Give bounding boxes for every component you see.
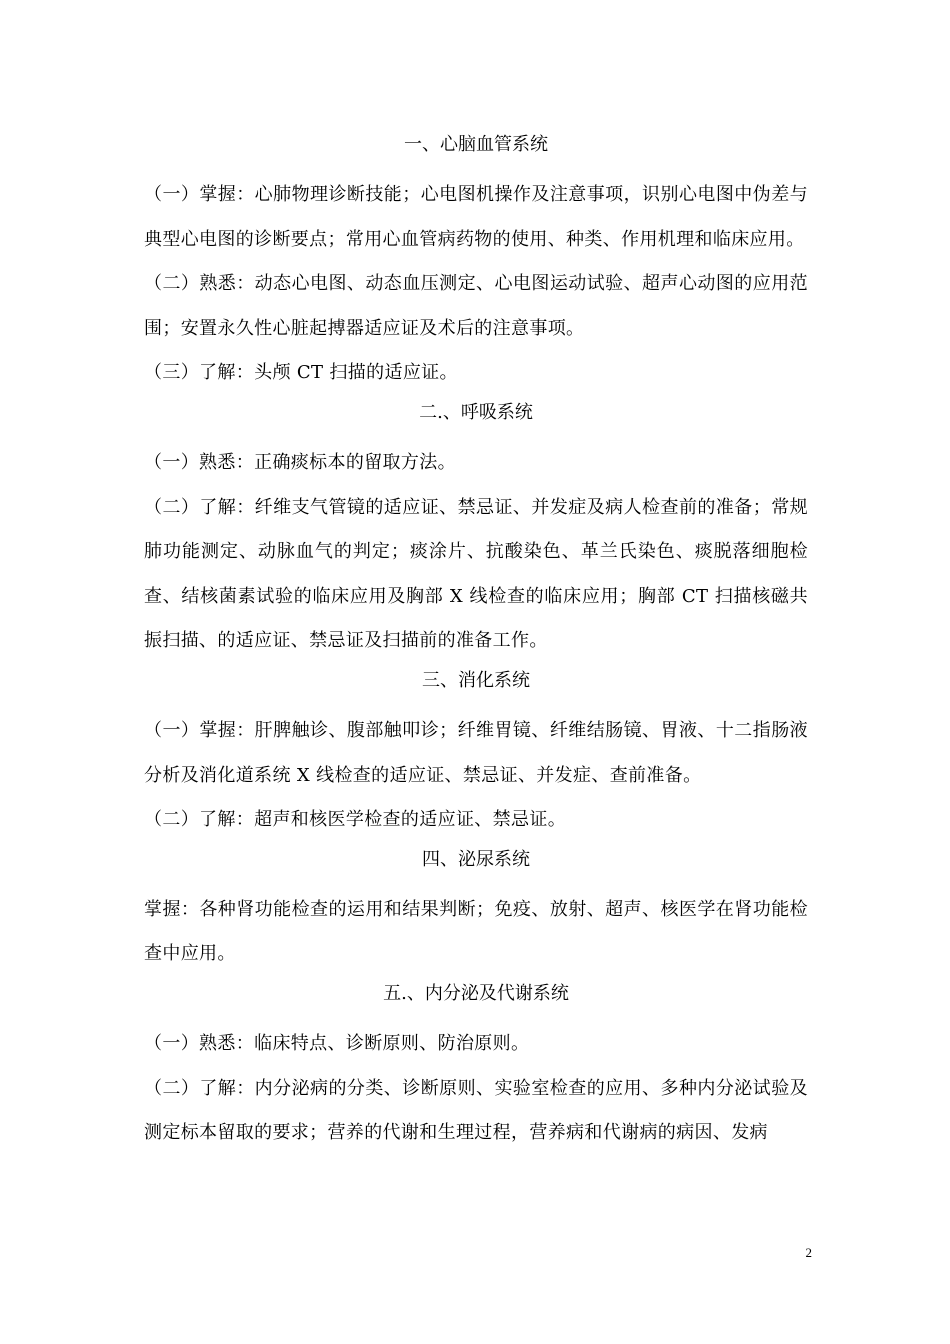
section-heading-digestive: 三、消化系统 xyxy=(422,669,530,691)
section-heading-cardio: 一、心脑血管系统 xyxy=(404,134,548,155)
paragraph: （一）熟悉：临床特点、诊断原则、防治原则。 xyxy=(144,1032,530,1054)
section-heading-urinary: 四、泌尿系统 xyxy=(422,848,530,870)
paragraph: （三）了解：头颅 CT 扫描的适应证。 xyxy=(144,362,458,384)
paragraph: （一）熟悉：正确痰标本的留取方法。 xyxy=(144,451,456,473)
paragraph: （二）了解：纤维支气管镜的适应证、禁忌证、并发症及病人检查前的准备；常规肺功能测定、动脉血气的判定；痰涂片、抗酸染色、革兰氏染色、痰脱落细胞检查、结核菌素试验的临床应用及胸部 X 线检查的临床应用；胸部 CT 扫描核磁共振扫描、的适应证、禁忌证及扫描前的准备工作。 xyxy=(144,496,808,652)
section-heading-respiratory: 二.、呼吸系统 xyxy=(419,401,533,423)
paragraph: （一）掌握：肝脾触诊、腹部触叩诊；纤维胃镜、纤维结肠镜、胃液、十二指肠液分析及消化道系统 X 线检查的适应证、禁忌证、并发症、查前准备。 xyxy=(144,719,808,786)
paragraph: （二）了解：超声和核医学检查的适应证、禁忌证。 xyxy=(144,809,567,831)
section-heading-endocrine: 五.、内分泌及代谢系统 xyxy=(383,982,569,1004)
paragraph: 掌握：各种肾功能检查的运用和结果判断；免疫、放射、超声、核医学在肾功能检查中应用。 xyxy=(144,898,808,965)
paragraph: （二）熟悉：动态心电图、动态血压测定、心电图运动试验、超声心动图的应用范围；安置永久性心脏起搏器适应证及术后的注意事项。 xyxy=(144,273,808,339)
paragraph: （二）了解：内分泌病的分类、诊断原则、实验室检查的应用、多种内分泌试验及测定标本留取的要求；营养的代谢和生理过程，营养病和代谢病的病因、发病 xyxy=(144,1077,808,1144)
document-body xyxy=(144,128,808,1156)
paragraph: （一）掌握：心肺物理诊断技能；心电图机操作及注意事项，识别心电图中伪差与典型心电图的诊断要点；常用心血管病药物的使用、种类、作用机理和临床应用。 xyxy=(144,184,808,250)
page-number: 2 xyxy=(805,1245,812,1260)
